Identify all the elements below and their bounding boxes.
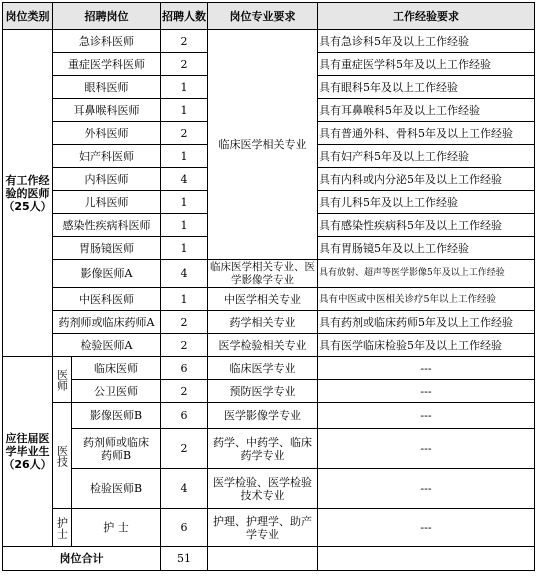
- major-cell: 护理、护理学、助产学专业: [208, 509, 318, 547]
- subcategory-tech: 医技: [53, 403, 72, 509]
- experience-cell: 具有内科或内分泌5年及以上工作经验: [318, 168, 535, 191]
- experience-cell: 具有中医或中医相关诊疗5年以上工作经验: [318, 288, 535, 311]
- recruitment-table: [2, 2, 535, 571]
- count-cell: 4: [161, 260, 208, 288]
- position-cell: 药剂师或临床药师A: [53, 311, 161, 334]
- position-cell: 急诊科医师: [53, 30, 161, 53]
- count-cell: 1: [161, 191, 208, 214]
- header-experience: 工作经验要求: [318, 3, 535, 30]
- table-row: [3, 30, 535, 53]
- position-cell: 胃肠镜医师: [53, 237, 161, 260]
- subcategory-nurse: 护士: [53, 509, 72, 547]
- position-cell: 内科医师: [53, 168, 161, 191]
- count-cell: 2: [161, 429, 208, 469]
- category-label: 有工作经验的医师（25人）: [3, 173, 52, 213]
- table-row: [3, 334, 535, 357]
- count-cell: 6: [161, 357, 208, 380]
- position-cell: 儿科医师: [53, 191, 161, 214]
- experience-cell: ---: [318, 380, 535, 403]
- header-major: 岗位专业要求: [208, 3, 318, 30]
- total-count: 51: [161, 547, 208, 571]
- count-cell: 1: [161, 145, 208, 168]
- major-cell: 中医学相关专业: [208, 288, 318, 311]
- major-cell: [208, 30, 318, 260]
- position-cell: 耳鼻喉科医师: [53, 99, 161, 122]
- count-cell: 2: [161, 122, 208, 145]
- position-cell: 感染性疾病科医师: [53, 214, 161, 237]
- category-experienced: [3, 30, 53, 357]
- major-cell: 医学影像学专业: [208, 403, 318, 429]
- count-cell: 2: [161, 311, 208, 334]
- position-cell: 影像医师B: [72, 403, 161, 429]
- table-row: [3, 311, 535, 334]
- position-cell: 检验医师B: [72, 469, 161, 509]
- major-cell: 医学检验相关专业: [208, 334, 318, 357]
- table-row: [3, 469, 535, 509]
- count-cell: 1: [161, 76, 208, 99]
- count-cell: 2: [161, 53, 208, 76]
- major-cell: 临床医学相关专业、医学影像学专业: [208, 260, 318, 288]
- experience-cell: 具有普通外科、骨科5年及以上工作经验: [318, 122, 535, 145]
- position-cell: 外科医师: [53, 122, 161, 145]
- count-cell: 1: [161, 99, 208, 122]
- position-cell: 检验医师A: [53, 334, 161, 357]
- count-cell: 2: [161, 334, 208, 357]
- major-label: 临床医学相关专业: [218, 138, 307, 151]
- experience-cell: 具有重症医学科5年及以上工作经验: [318, 53, 535, 76]
- position-cell: 中医科医师: [53, 288, 161, 311]
- experience-cell: ---: [318, 469, 535, 509]
- experience-cell: 具有胃肠镜5年及以上工作经验: [318, 237, 535, 260]
- experience-cell: 具有放射、超声等医学影像5年及以上工作经验: [318, 260, 535, 288]
- experience-cell: 具有感染性疾病科5年及以上工作经验: [318, 214, 535, 237]
- major-cell: 临床医学专业: [208, 357, 318, 380]
- position-cell: 眼科医师: [53, 76, 161, 99]
- total-experience-empty: [318, 547, 535, 571]
- experience-cell: 具有医学临床检验5年及以上工作经验: [318, 334, 535, 357]
- header-count: 招聘人数: [161, 3, 208, 30]
- table-row: [3, 429, 535, 469]
- table-row: [3, 357, 535, 380]
- count-cell: 4: [161, 168, 208, 191]
- subcategory-doctor: 医师: [53, 357, 72, 403]
- experience-cell: 具有药剂或临床药师5年及以上工作经验: [318, 311, 535, 334]
- table-row: [3, 260, 535, 288]
- table-row: [3, 288, 535, 311]
- position-cell: 公卫医师: [72, 380, 161, 403]
- count-cell: 2: [161, 380, 208, 403]
- count-cell: 6: [161, 403, 208, 429]
- position-cell: 护 士: [72, 509, 161, 547]
- experience-cell: 具有耳鼻喉科5年及以上工作经验: [318, 99, 535, 122]
- total-row: [3, 547, 535, 571]
- count-cell: 4: [161, 469, 208, 509]
- experience-cell: ---: [318, 403, 535, 429]
- header-position: 招聘岗位: [53, 3, 161, 30]
- experience-cell: ---: [318, 357, 535, 380]
- position-cell: 重症医学科医师: [53, 53, 161, 76]
- count-cell: 2: [161, 30, 208, 53]
- table-row: [3, 509, 535, 547]
- count-cell: 1: [161, 237, 208, 260]
- count-cell: 1: [161, 288, 208, 311]
- count-cell: 6: [161, 509, 208, 547]
- experience-cell: ---: [318, 429, 535, 469]
- position-cell: 药剂师或临床药师B: [72, 429, 161, 469]
- experience-cell: 具有儿科5年及以上工作经验: [318, 191, 535, 214]
- experience-cell: 具有急诊科5年及以上工作经验: [318, 30, 535, 53]
- table-row: [3, 403, 535, 429]
- major-cell: 药学相关专业: [208, 311, 318, 334]
- total-label: 岗位合计: [3, 547, 161, 571]
- header-row: [3, 3, 535, 30]
- position-cell: 妇产科医师: [53, 145, 161, 168]
- experience-cell: 具有眼科5年及以上工作经验: [318, 76, 535, 99]
- experience-cell: 具有妇产科5年及以上工作经验: [318, 145, 535, 168]
- major-cell: 预防医学专业: [208, 380, 318, 403]
- table-row: [3, 380, 535, 403]
- position-cell: 临床医师: [72, 357, 161, 380]
- position-cell: 影像医师A: [53, 260, 161, 288]
- major-cell: 药学、中药学、临床药学专业: [208, 429, 318, 469]
- total-major-empty: [208, 547, 318, 571]
- count-cell: 1: [161, 214, 208, 237]
- category-graduates: [3, 357, 53, 547]
- experience-cell: ---: [318, 509, 535, 547]
- category-label: 应往届医学毕业生（26人）: [3, 432, 52, 471]
- major-cell: 医学检验、医学检验技术专业: [208, 469, 318, 509]
- header-category: 岗位类别: [3, 3, 53, 30]
